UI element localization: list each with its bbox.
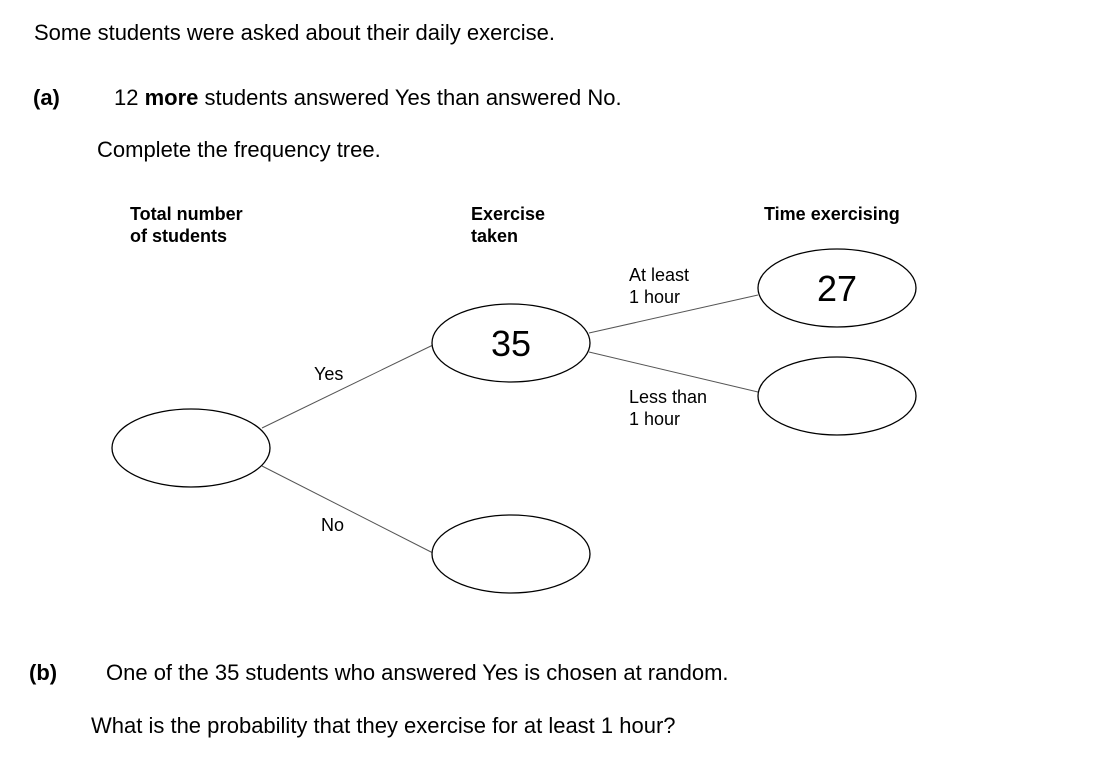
part-a-label: (a): [33, 85, 60, 110]
node-yes-value: 35: [490, 323, 532, 364]
intro-text: Some students were asked about their daily exercise.: [34, 20, 555, 45]
branch-label-no: No: [321, 515, 345, 535]
header-exercise-line1: Exercise: [471, 204, 546, 224]
statement-pre: 12: [114, 85, 145, 110]
node-total[interactable]: [112, 409, 270, 487]
node-less-than[interactable]: [758, 357, 916, 435]
at-least-line1: At least: [629, 265, 690, 285]
part-a-instruction: Complete the frequency tree.: [97, 137, 381, 162]
less-than-line1: Less than: [629, 387, 708, 407]
header-exercise-line2: taken: [471, 226, 519, 246]
statement-bold: more: [144, 85, 199, 110]
branch-label-less-than: [629, 386, 707, 430]
part-b-question: What is the probability that they exercise for at least 1 hour?: [91, 713, 676, 738]
header-total-line1: Total number: [130, 204, 243, 224]
at-least-line2: 1 hour: [629, 287, 681, 307]
statement-post: students answered Yes than answered No.: [198, 85, 622, 110]
branch-label-at-least: [629, 264, 689, 308]
branch-yes-line: [262, 345, 433, 428]
less-than-line2: 1 hour: [629, 409, 681, 429]
part-b-label: (b): [29, 660, 58, 685]
node-no[interactable]: [432, 515, 590, 593]
header-time: Time exercising: [764, 204, 900, 224]
header-total-line2: of students: [130, 226, 227, 246]
part-b-statement: One of the 35 students who answered Yes is chosen at random.: [106, 660, 729, 685]
branch-label-yes: Yes: [314, 364, 344, 384]
node-at-least-value: 27: [816, 268, 858, 309]
branch-no-line: [262, 466, 433, 553]
